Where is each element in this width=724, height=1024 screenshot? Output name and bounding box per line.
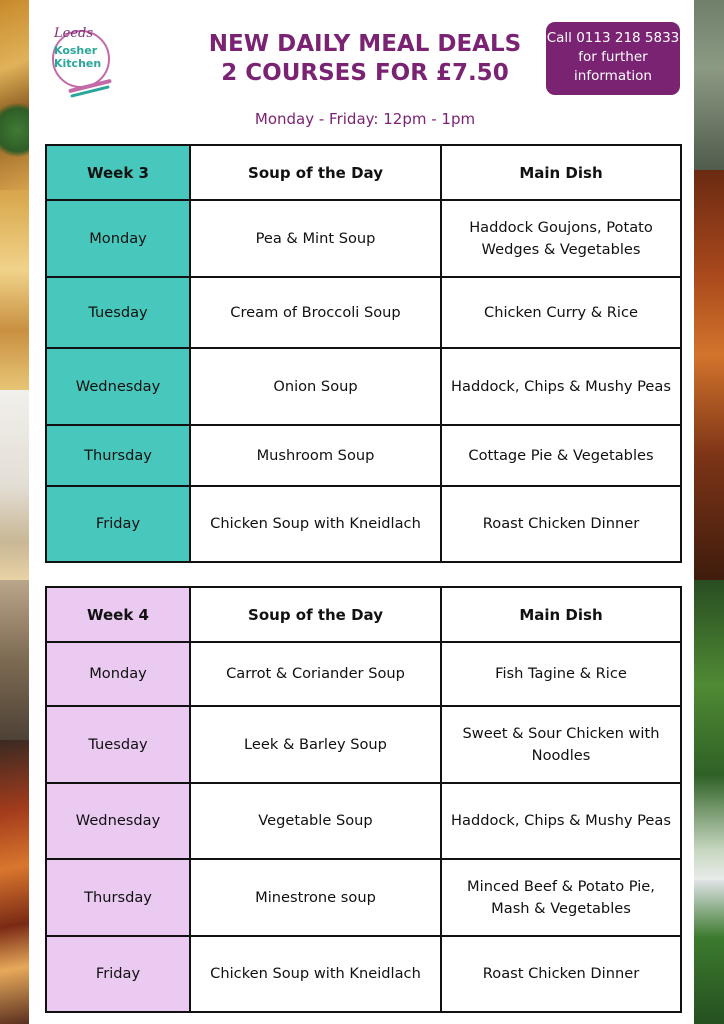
serving-hours: Monday - Friday: 12pm - 1pm [254,110,476,128]
soup-column-header: Soup of the Day [190,145,441,200]
day-cell: Tuesday [46,277,190,348]
day-cell: Monday [46,642,190,706]
table-header-row [46,587,681,642]
table-row [46,348,681,425]
main-cell: Chicken Curry & Rice [441,277,681,348]
main-cell: Sweet & Sour Chicken with Noodles [441,706,681,783]
soup-cell: Chicken Soup with Kneidlach [190,936,441,1012]
leeds-kosher-kitchen-logo [48,22,118,100]
day-cell: Thursday [46,425,190,486]
logo-line-2: Kosher [54,44,98,57]
main-cell: Minced Beef & Potato Pie, Mash & Vegetables [441,859,681,936]
main-cell: Fish Tagine & Rice [441,642,681,706]
main-cell: Roast Chicken Dinner [441,936,681,1012]
main-column-header: Main Dish [441,145,681,200]
week-label: Week 3 [46,145,190,200]
contact-line-1: Call 0113 218 5833 [546,30,680,46]
day-cell: Wednesday [46,783,190,859]
table-row [46,200,681,277]
day-cell: Friday [46,936,190,1012]
soup-cell: Chicken Soup with Kneidlach [190,486,441,562]
main-cell: Haddock Goujons, Potato Wedges & Vegetables [441,200,681,277]
main-cell: Haddock, Chips & Mushy Peas [441,348,681,425]
soup-cell: Mushroom Soup [190,425,441,486]
soup-cell: Pea & Mint Soup [190,200,441,277]
day-cell: Tuesday [46,706,190,783]
table-row [46,486,681,562]
left-food-photo-strip [0,0,29,1024]
logo-line-3: Kitchen [54,57,102,70]
soup-cell: Cream of Broccoli Soup [190,277,441,348]
soup-column-header: Soup of the Day [190,587,441,642]
soup-cell: Minestrone soup [190,859,441,936]
soup-cell: Onion Soup [190,348,441,425]
day-cell: Wednesday [46,348,190,425]
title-line-2: 2 COURSES FOR £7.50 [221,60,509,86]
contact-line-2: for further [578,49,648,65]
table-header-row [46,145,681,200]
table-row [46,642,681,706]
logo-line-1: Leeds [54,26,94,41]
week-label: Week 4 [46,587,190,642]
main-column-header: Main Dish [441,587,681,642]
table-row [46,859,681,936]
day-cell: Thursday [46,859,190,936]
table-row [46,783,681,859]
week-3-menu-table [45,144,682,563]
contact-line-3: information [574,68,652,84]
table-row [46,706,681,783]
main-cell: Cottage Pie & Vegetables [441,425,681,486]
table-row [46,936,681,1012]
soup-cell: Carrot & Coriander Soup [190,642,441,706]
main-cell: Roast Chicken Dinner [441,486,681,562]
day-cell: Friday [46,486,190,562]
main-cell: Haddock, Chips & Mushy Peas [441,783,681,859]
contact-box [546,22,680,95]
right-food-photo-strip [694,0,724,1024]
page-title [180,30,550,88]
week-4-menu-table [45,586,682,1013]
soup-cell: Leek & Barley Soup [190,706,441,783]
table-row [46,425,681,486]
table-row [46,277,681,348]
title-line-1: NEW DAILY MEAL DEALS [208,31,522,57]
day-cell: Monday [46,200,190,277]
soup-cell: Vegetable Soup [190,783,441,859]
